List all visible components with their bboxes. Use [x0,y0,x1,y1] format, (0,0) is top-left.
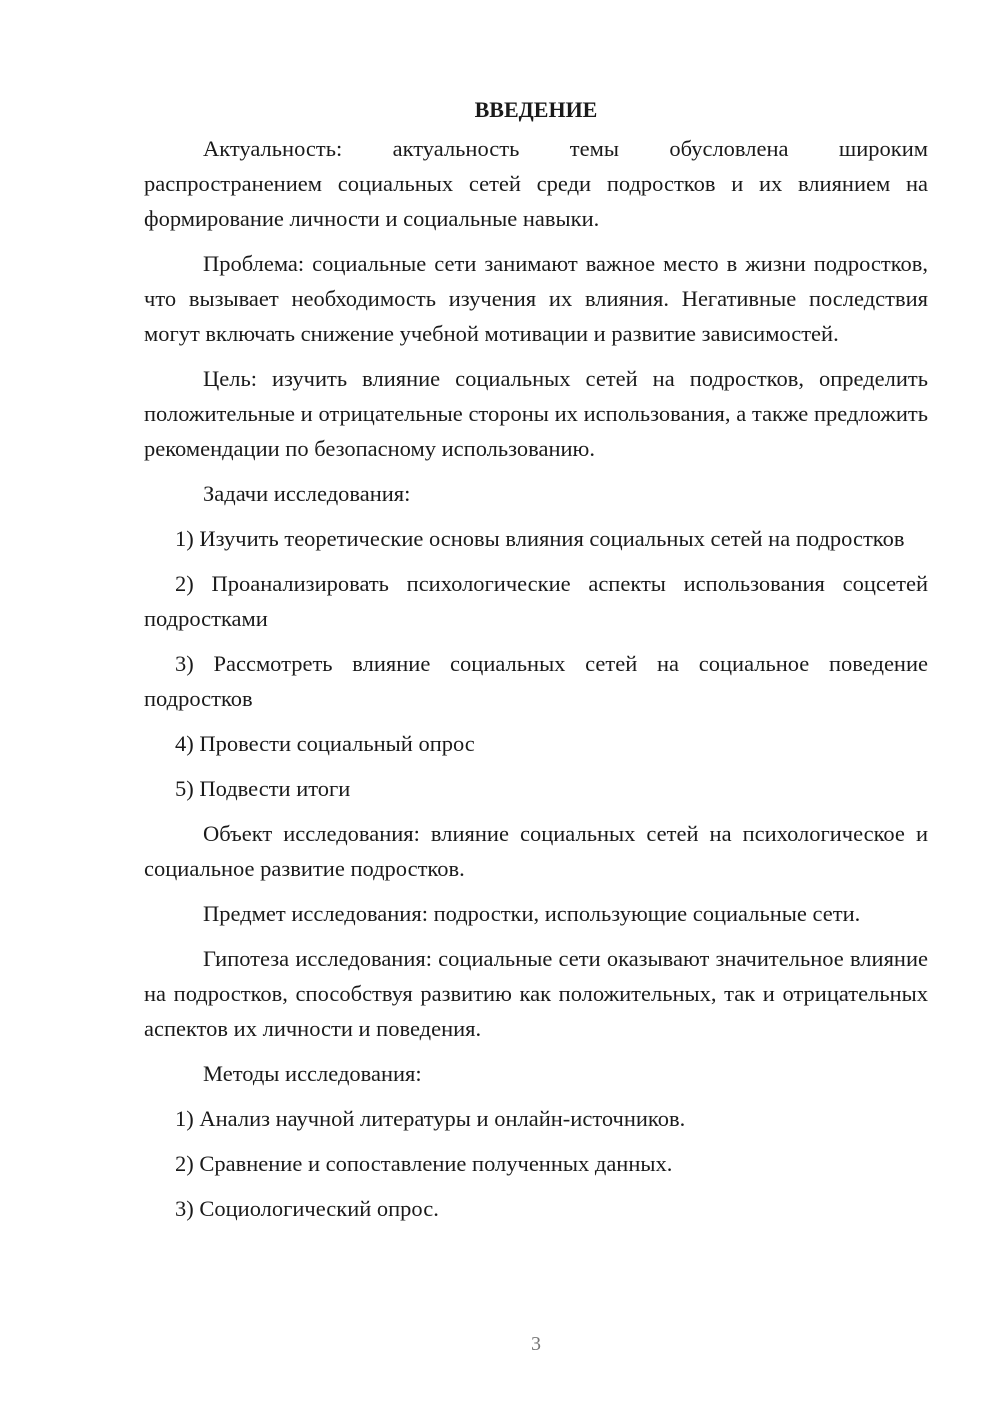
relevance-paragraph: Актуальность: актуальность темы обусловлена широким распространением социальных сетей среди подростков и их влиянием на формирование личности и социальные навыки. [144,136,928,231]
hypothesis-paragraph: Гипотеза исследования: социальные сети оказывают значительное влияние на подростков, способствуя развитию как положительных, так и отрицательных аспектов их личности и поведения. [144,946,928,1041]
method-item-2: 2) Сравнение и сопоставление полученных данных. [175,1151,673,1176]
page-title: ВВЕДЕНИЕ [474,97,598,122]
problem-paragraph: Проблема: социальные сети занимают важное место в жизни подростков, что вызывает необходимость изучения их влияния. Негативные последствия могут включать снижение учебной мотивации и развитие зависимостей. [144,251,928,346]
tasks-heading: Задачи исследования: [203,481,411,506]
methods-heading: Методы исследования: [203,1061,422,1086]
method-item-1: 1) Анализ научной литературы и онлайн-источников. [175,1106,686,1131]
goal-paragraph: Цель: изучить влияние социальных сетей на подростков, определить положительные и отрицательные стороны их использования, а также предложить рекомендации по безопасному использованию. [144,366,928,461]
object-paragraph: Объект исследования: влияние социальных сетей на психологическое и социальное развитие подростков. [144,821,928,881]
task-item-3: 3) Рассмотреть влияние социальных сетей на социальное поведение подростков [144,651,928,711]
document-page [144,92,928,1236]
method-item-3: 3) Социологический опрос. [175,1196,439,1221]
subject-paragraph: Предмет исследования: подростки, использующие социальные сети. [203,901,861,926]
task-item-4: 4) Провести социальный опрос [175,731,475,756]
task-item-5: 5) Подвести итоги [175,776,351,801]
task-item-2: 2) Проанализировать психологические аспекты использования соцсетей подростками [144,571,928,631]
task-item-1: 1) Изучить теоретические основы влияния социальных сетей на подростков [175,526,905,551]
page-number: 3 [531,1333,541,1355]
